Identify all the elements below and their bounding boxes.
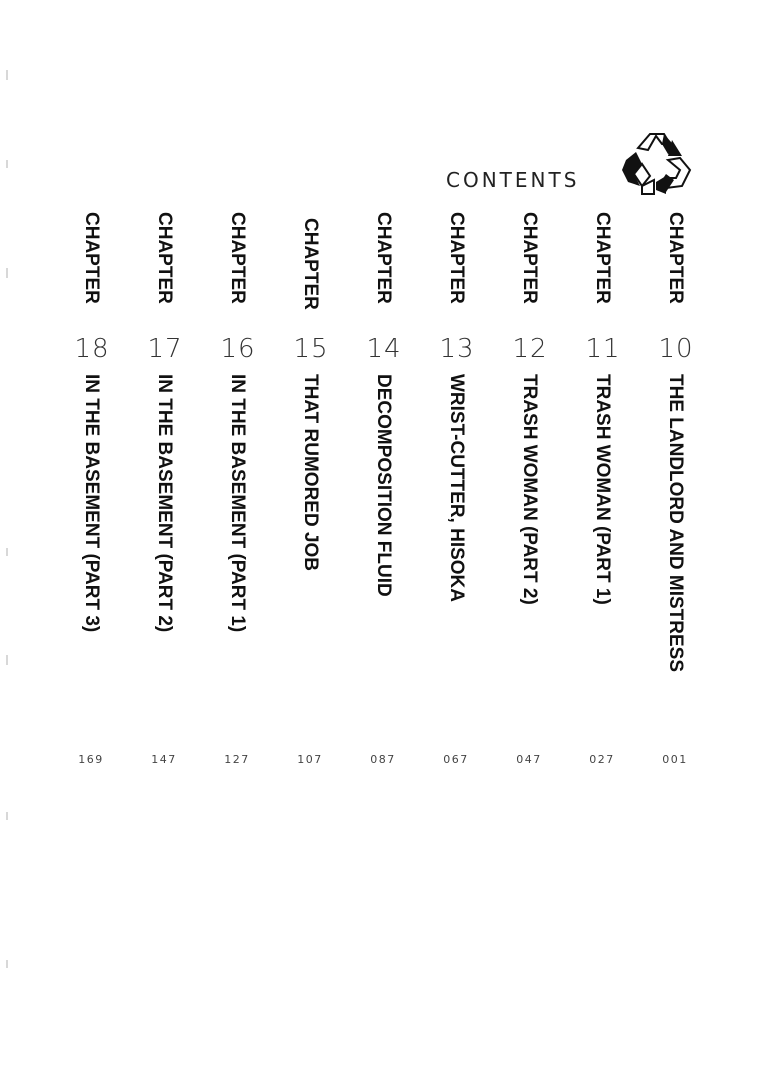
scan-mark [6, 960, 8, 968]
page-number: 001 [662, 753, 688, 766]
page-number: 147 [151, 753, 177, 766]
scan-mark [6, 268, 8, 278]
scan-mark [6, 160, 8, 168]
page-number: 027 [589, 753, 615, 766]
toc-entry [361, 212, 405, 782]
chapter-label: CHAPTER [446, 212, 467, 304]
toc-entry [434, 212, 478, 782]
chapter-number: 10 [658, 334, 694, 364]
scan-mark [6, 548, 8, 556]
recycle-icon [620, 130, 692, 196]
chapter-number: 14 [366, 334, 402, 364]
chapter-title: TRASH WOMAN (PART 1) [592, 374, 613, 605]
chapter-number: 12 [512, 334, 548, 364]
toc-entry [215, 212, 259, 782]
chapter-title: IN THE BASEMENT (PART 2) [154, 374, 175, 633]
page-number: 047 [516, 753, 542, 766]
chapter-label: CHAPTER [519, 212, 540, 304]
toc-entry [142, 212, 186, 782]
toc-entry [507, 212, 551, 782]
chapter-number: 17 [147, 334, 183, 364]
page-number: 169 [78, 753, 104, 766]
chapter-label: CHAPTER [300, 218, 321, 310]
page-number: 107 [297, 753, 323, 766]
chapter-title: TRASH WOMAN (PART 2) [519, 374, 540, 605]
chapter-number: 13 [439, 334, 475, 364]
chapter-title: IN THE BASEMENT (PART 3) [81, 374, 102, 633]
chapter-label: CHAPTER [154, 212, 175, 304]
chapter-title: THAT RUMORED JOB [300, 374, 321, 572]
chapter-label: CHAPTER [227, 212, 248, 304]
toc-entry [288, 212, 332, 782]
chapter-number: 18 [74, 334, 110, 364]
toc-entry [580, 212, 624, 782]
chapter-label: CHAPTER [373, 212, 394, 304]
chapter-title: DECOMPOSITION FLUID [373, 374, 394, 597]
scan-mark [6, 70, 8, 80]
page-number: 067 [443, 753, 469, 766]
chapter-label: CHAPTER [665, 212, 686, 304]
chapter-title: WRIST-CUTTER, HISOKA [446, 374, 467, 602]
chapter-number: 15 [293, 334, 329, 364]
page-number: 127 [224, 753, 250, 766]
contents-title: CONTENTS [446, 168, 580, 192]
chapter-label: CHAPTER [81, 212, 102, 304]
chapter-label: CHAPTER [592, 212, 613, 304]
chapter-title: IN THE BASEMENT (PART 1) [227, 374, 248, 633]
chapter-number: 11 [585, 334, 621, 364]
toc-entry [69, 212, 113, 782]
chapter-title: THE LANDLORD AND MISTRESS [665, 374, 686, 673]
toc-entry [653, 212, 697, 782]
page-number: 087 [370, 753, 396, 766]
scan-mark [6, 812, 8, 820]
chapter-number: 16 [220, 334, 256, 364]
scan-mark [6, 655, 8, 665]
